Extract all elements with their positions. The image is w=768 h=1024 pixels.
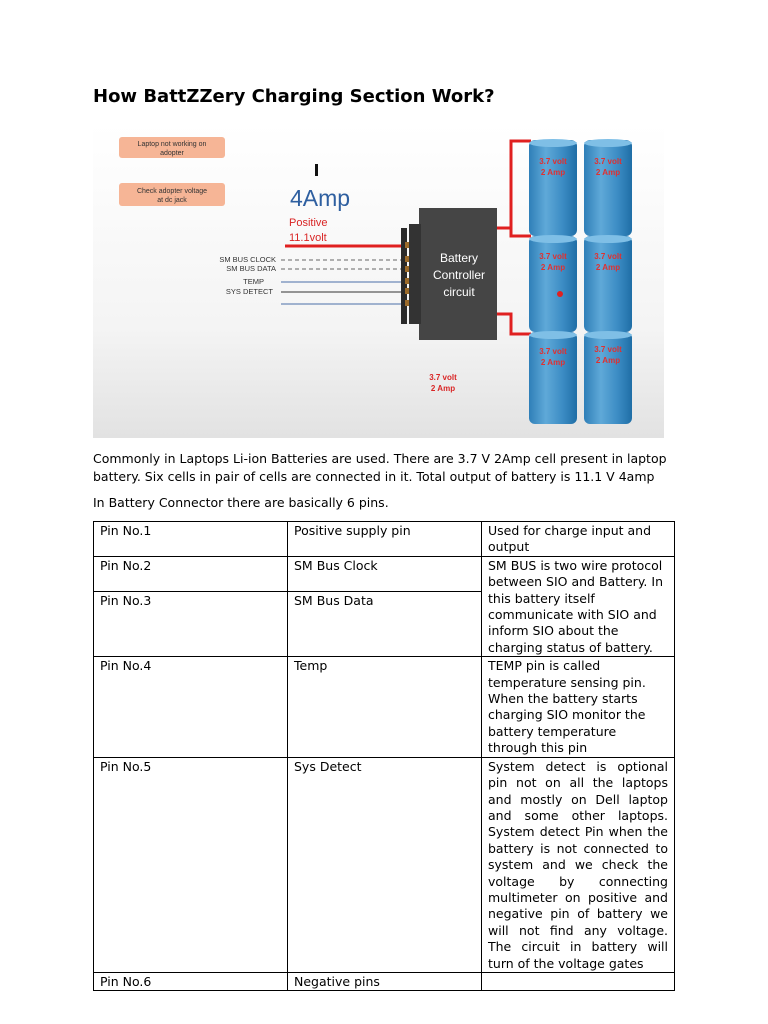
cell-2a-voltage: 3.7 volt bbox=[594, 157, 622, 166]
pin-number: Pin No.4 bbox=[94, 657, 288, 757]
pin-name: SM Bus Data bbox=[288, 591, 482, 656]
table-row bbox=[94, 657, 675, 757]
cell-2b-voltage: 3.7 volt bbox=[594, 252, 622, 261]
bottom-current-label: 2 Amp bbox=[430, 384, 456, 393]
cell-2b-current: 2 Amp bbox=[595, 263, 621, 272]
bottom-voltage-label: 3.7 volt bbox=[429, 373, 457, 382]
signal-label-smbus-clock: SM BUS CLOCK bbox=[219, 255, 276, 264]
pin-number: Pin No.1 bbox=[94, 522, 288, 557]
signal-label-temp: TEMP bbox=[243, 277, 264, 286]
pin-name: Negative pins bbox=[288, 972, 482, 990]
signal-label-smbus-data: SM BUS DATA bbox=[226, 264, 276, 273]
cell-1c-voltage: 3.7 volt bbox=[539, 347, 567, 356]
cell-1c-current: 2 Amp bbox=[540, 358, 566, 367]
controller-line-3: circuit bbox=[443, 285, 475, 299]
connector-paragraph: In Battery Connector there are basically 6 pins. bbox=[93, 495, 389, 510]
table-row bbox=[94, 972, 675, 990]
page-title: How BattZZery Charging Section Work? bbox=[93, 86, 495, 107]
cell-col-2 bbox=[584, 139, 632, 424]
table-row bbox=[94, 556, 675, 591]
voltage-label: 11.1volt bbox=[289, 232, 327, 244]
pin-description: System detect is optional pin not on all the laptops and mostly on Dell laptop and some other laptops. System detect Pin when the battery is not connected to system and we check the voltage by connecting multimeter on positive and negative pin of battery we will not find any voltage. The circuit in battery will turn of the voltage gates bbox=[482, 757, 675, 972]
controller-line-1: Battery bbox=[439, 251, 479, 265]
cell-1a-voltage: 3.7 volt bbox=[539, 157, 567, 166]
pin-name: SM Bus Clock bbox=[288, 556, 482, 591]
intro-paragraph: Commonly in Laptops Li-ion Batteries are used. There are 3.7 V 2Amp cell present in laptop battery. Six cells in pair of cells are connected in it. Total output of battery is 11.1 V 4amp bbox=[93, 451, 667, 484]
info-box-1-line-2: adopter bbox=[160, 150, 184, 157]
pin-name: Positive supply pin bbox=[288, 522, 482, 557]
pin-description bbox=[482, 972, 675, 990]
cell-1b-voltage: 3.7 volt bbox=[539, 252, 567, 261]
current-tick bbox=[315, 164, 318, 176]
controller-line-2: Controller bbox=[432, 268, 486, 282]
current-label: 4Amp bbox=[290, 185, 351, 211]
cell-col-1 bbox=[529, 139, 577, 424]
cell-2c-voltage: 3.7 volt bbox=[594, 345, 622, 354]
pin-number: Pin No.6 bbox=[94, 972, 288, 990]
positive-label: Positive bbox=[289, 217, 328, 229]
pin-number: Pin No.3 bbox=[94, 591, 288, 656]
cell-2c-current: 2 Amp bbox=[595, 356, 621, 365]
info-box-1-line-1: Laptop not working on bbox=[137, 141, 207, 148]
table-row bbox=[94, 522, 675, 557]
battery-diagram-image bbox=[93, 124, 664, 438]
signal-label-sys-detect: SYS DETECT bbox=[225, 287, 273, 296]
cell-1a-current: 2 Amp bbox=[540, 168, 566, 177]
pin-name: Temp bbox=[288, 657, 482, 757]
info-box-2-line-2: at dc jack bbox=[157, 197, 187, 204]
pin-number: Pin No.5 bbox=[94, 757, 288, 972]
pin-table bbox=[93, 521, 675, 991]
table-row bbox=[94, 757, 675, 972]
pin-description-smbus: SM BUS is two wire protocol between SIO and Battery. In this battery itself communicate with SIO and inform SIO about the charging status of battery. bbox=[482, 556, 675, 656]
pin-description: TEMP pin is called temperature sensing pin. When the battery starts charging SIO monitor the battery temperature through this pin bbox=[482, 657, 675, 757]
diagram-background bbox=[93, 124, 664, 438]
cell-2a-current: 2 Amp bbox=[595, 168, 621, 177]
info-box-2-line-1: Check adopter voltage bbox=[136, 188, 208, 195]
pin-description: Used for charge input and output bbox=[482, 522, 675, 557]
pin-name: Sys Detect bbox=[288, 757, 482, 972]
pin-number: Pin No.2 bbox=[94, 556, 288, 591]
cell-1b-current: 2 Amp bbox=[540, 263, 566, 272]
